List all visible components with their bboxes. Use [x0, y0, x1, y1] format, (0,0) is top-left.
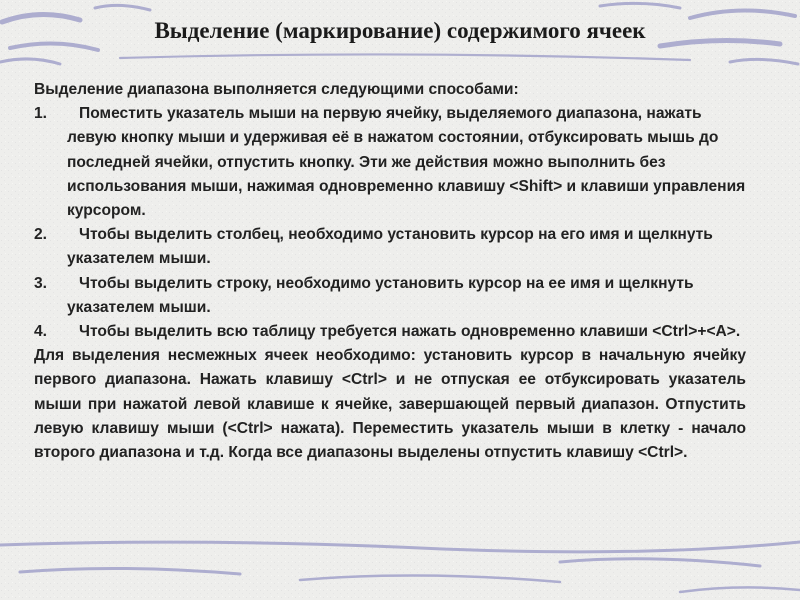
list-item-number: 3. — [34, 274, 48, 292]
list-item-text: Чтобы выделить всю таблицу требуется нажать одновременно клавиши <Ctrl>+<A>. — [79, 323, 741, 341]
body-content — [34, 78, 746, 465]
list-item — [34, 223, 746, 271]
list-item — [34, 272, 746, 320]
list-item-number: 2. — [34, 226, 48, 244]
list-item-number: 4. — [34, 323, 48, 341]
closing-paragraph: Для выделения несмежных ячеек необходимо: установить курсор в начальную ячейку первого диапазона. Нажать клавишу <Ctrl> и не отпуская ее отбуксировать указатель мыши при нажатой левой клавише к ячейке, завершающей первый диапазон. Отпустить левую клавишу мыши (<Ctrl> нажата). Переместить указатель мыши в клетку - начало второго диапазона и т.д. Когда все диапазоны выделены отпустить клавишу <Ctrl>. — [34, 347, 746, 462]
list-item — [34, 320, 746, 344]
list-item-number: 1. — [34, 105, 48, 123]
page-title: Выделение (маркирование) содержимого ячеек — [154, 18, 646, 43]
list-item-text: Поместить указатель мыши на первую ячейку, выделяемого диапазона, нажать левую кнопку мыши и удерживая её в нажатом состоянии, отбуксировать мышь до последней ячейки, отпустить кнопку. Эти же действия можно выполнить без использования мыши, нажимая одновременно клавишу <Shift> и клавиши управления курсором. — [67, 105, 746, 220]
list-item-text: Чтобы выделить строку, необходимо установить курсор на ее имя и щелкнуть указателем мыши. — [67, 274, 694, 316]
list-item — [34, 102, 746, 223]
intro-text: Выделение диапазона выполняется следующими способами: — [34, 81, 519, 98]
list-item-text: Чтобы выделить столбец, необходимо установить курсор на его имя и щелкнуть указателем мыши. — [67, 226, 713, 268]
